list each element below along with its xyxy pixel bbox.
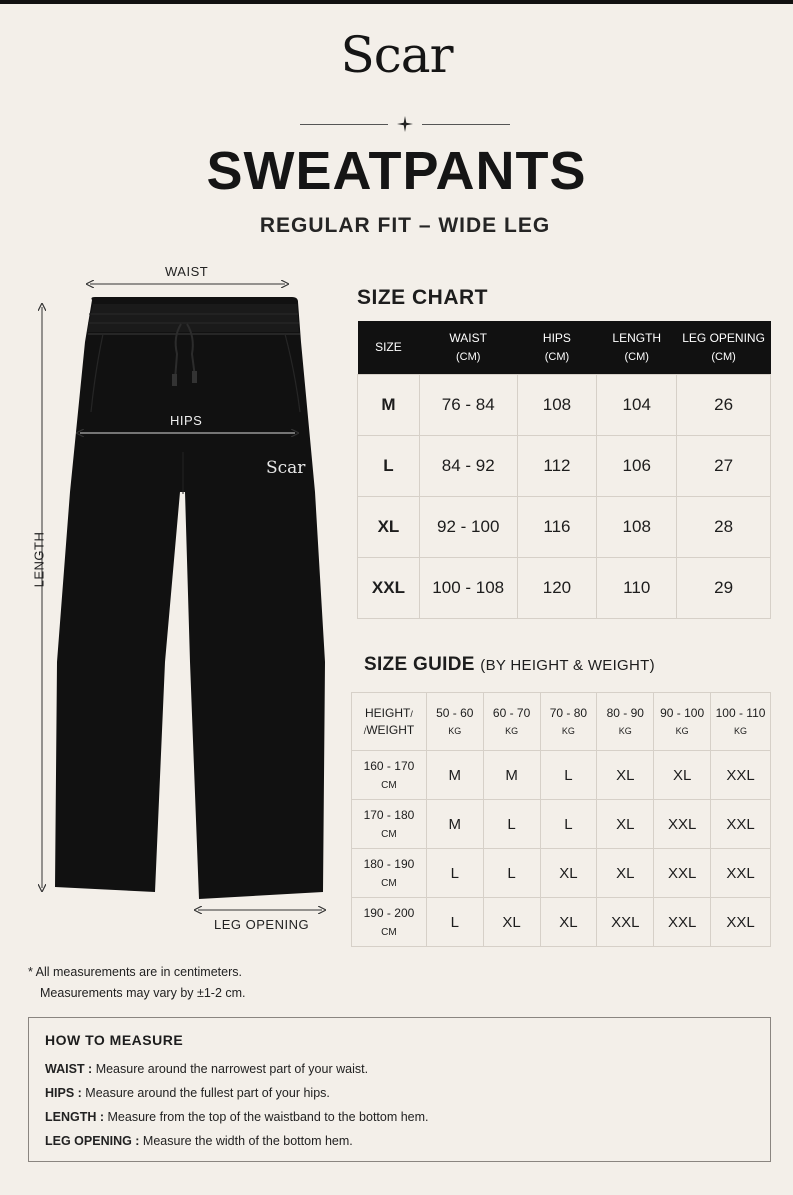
size-chart-table (357, 321, 771, 619)
length-label: LENGTH (31, 531, 47, 588)
weight-col: 100 - 110 KG (711, 693, 771, 751)
height-weight-corner: HEIGHT/ /WEIGHT (352, 693, 427, 751)
table-row: 190 - 200 CM L XL XL XXL XXL XXL (352, 898, 771, 947)
sparkle-icon (397, 116, 413, 132)
size-guide-header-row (352, 693, 771, 751)
size-chart-heading: SIZE CHART (357, 286, 488, 309)
weight-col: 90 - 100 KG (654, 693, 711, 751)
table-row: M 76 - 84 108 104 26 (358, 374, 771, 435)
top-border (0, 0, 793, 4)
measure-item: LEG OPENING : Measure the width of the bottom hem. (45, 1134, 353, 1148)
size-guide-heading: SIZE GUIDE (BY HEIGHT & WEIGHT) (364, 654, 655, 675)
table-row: XL 92 - 100 116 108 28 (358, 496, 771, 557)
pants-shape (55, 297, 325, 899)
measurement-notes (28, 962, 246, 1003)
weight-col: 50 - 60 KG (426, 693, 483, 751)
weight-col: 70 - 80 KG (540, 693, 597, 751)
height-cell: 160 - 170 CM (352, 751, 427, 800)
how-to-measure-box (28, 1017, 771, 1162)
measure-item: LENGTH : Measure from the top of the waistband to the bottom hem. (45, 1110, 429, 1124)
table-row: XXL 100 - 108 120 110 29 (358, 557, 771, 618)
measure-item: HIPS : Measure around the fullest part of your hips. (45, 1086, 330, 1100)
table-row: 180 - 190 CM L L XL XL XXL XXL (352, 849, 771, 898)
size-chart-col-length: LENGTH (CM) (597, 321, 677, 374)
brand-logo: Scar (340, 26, 453, 84)
note-line: Measurements may vary by ±1-2 cm. (40, 985, 246, 1000)
leg-opening-label: LEG OPENING (214, 917, 310, 932)
page-title: SWEATPANTS (206, 141, 587, 201)
measure-item: WAIST : Measure around the narrowest part of your waist. (45, 1062, 369, 1076)
weight-col: 80 - 90 KG (597, 693, 654, 751)
table-row: 170 - 180 CM M L L XL XXL XXL (352, 800, 771, 849)
hips-label: HIPS (170, 413, 203, 428)
page-subtitle: REGULAR FIT – WIDE LEG (259, 214, 551, 237)
height-cell: 170 - 180 CM (352, 800, 427, 849)
garment-logo: Scar (266, 458, 306, 478)
table-row: L 84 - 92 112 106 27 (358, 435, 771, 496)
how-to-measure-heading: HOW TO MEASURE (45, 1032, 184, 1048)
note-line: * All measurements are in centimeters. (28, 965, 242, 979)
size-chart-col-size: SIZE (358, 321, 420, 374)
sweatpants-illustration (15, 262, 335, 932)
height-cell: 190 - 200 CM (352, 898, 427, 947)
size-guide-table (351, 692, 771, 947)
size-guide-subheading: (BY HEIGHT & WEIGHT) (480, 657, 655, 674)
waist-label: WAIST (165, 264, 209, 279)
table-row: 160 - 170 CM M M L XL XL XXL (352, 751, 771, 800)
size-chart-col-leg-opening: LEG OPENING (CM) (677, 321, 771, 374)
size-chart-col-waist: WAIST (CM) (419, 321, 517, 374)
height-cell: 180 - 190 CM (352, 849, 427, 898)
weight-col: 60 - 70 KG (483, 693, 540, 751)
title-ornament (300, 116, 510, 132)
size-chart-col-hips: HIPS (CM) (517, 321, 597, 374)
size-chart-header-row (358, 321, 771, 374)
